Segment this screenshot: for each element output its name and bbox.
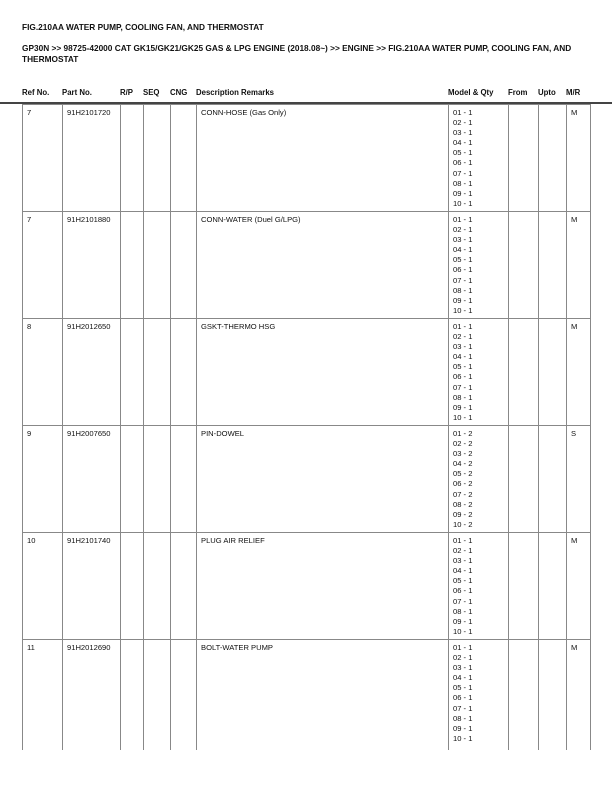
part-no: 91H2012690 [63, 640, 121, 751]
cng [171, 640, 197, 751]
qty-line: 04 - 1 [453, 352, 473, 362]
qty-line: 02 - 1 [453, 653, 473, 663]
parts-table [22, 104, 591, 750]
table-header [22, 88, 612, 100]
seq [144, 105, 171, 212]
qty-line: 03 - 1 [453, 342, 473, 352]
model-qty [449, 212, 509, 319]
qty-line: 04 - 1 [453, 673, 473, 683]
cng [171, 533, 197, 640]
qty-line: 07 - 2 [453, 489, 473, 499]
from [509, 426, 539, 533]
from [509, 533, 539, 640]
qty-line: 06 - 1 [453, 265, 473, 275]
col-rp: R/P [120, 88, 133, 97]
qty-line: 09 - 1 [453, 616, 473, 626]
qty-line: 10 - 1 [453, 305, 473, 315]
qty-line: 04 - 1 [453, 138, 473, 148]
mr: M [567, 319, 591, 426]
table-row [23, 319, 591, 426]
qty-line: 10 - 1 [453, 733, 473, 743]
cng [171, 212, 197, 319]
qty-line: 04 - 1 [453, 245, 473, 255]
description: BOLT-WATER PUMP [197, 640, 449, 751]
qty-line: 08 - 1 [453, 606, 473, 616]
qty-line: 07 - 1 [453, 382, 473, 392]
rp [121, 212, 144, 319]
part-no: 91H2101880 [63, 212, 121, 319]
model-qty [449, 640, 509, 751]
mr: M [567, 640, 591, 751]
upto [539, 319, 567, 426]
mr: M [567, 212, 591, 319]
seq [144, 426, 171, 533]
qty-line: 06 - 1 [453, 372, 473, 382]
rp [121, 105, 144, 212]
qty-line: 09 - 1 [453, 402, 473, 412]
qty-line: 10 - 1 [453, 626, 473, 636]
ref-no: 7 [23, 105, 63, 212]
col-desc: Description Remarks [196, 88, 274, 97]
mr: M [567, 105, 591, 212]
qty-line: 06 - 1 [453, 158, 473, 168]
qty-line: 10 - 2 [453, 519, 473, 529]
part-no: 91H2007650 [63, 426, 121, 533]
rp [121, 319, 144, 426]
ref-no: 9 [23, 426, 63, 533]
qty-line: 07 - 1 [453, 596, 473, 606]
qty-line: 03 - 1 [453, 663, 473, 673]
from [509, 640, 539, 751]
qty-line: 09 - 1 [453, 723, 473, 733]
part-no: 91H2101720 [63, 105, 121, 212]
qty-line: 10 - 1 [453, 412, 473, 422]
qty-line: 02 - 1 [453, 332, 473, 342]
part-no: 91H2101740 [63, 533, 121, 640]
from [509, 212, 539, 319]
breadcrumb: GP30N >> 98725-42000 CAT GK15/GK21/GK25 GAS & LPG ENGINE (2018.08~) >> ENGINE >> FIG.210AA WATER PUMP, COOLING FAN, AND THERMOSTAT [22, 43, 572, 64]
mr: S [567, 426, 591, 533]
seq [144, 212, 171, 319]
from [509, 319, 539, 426]
description: CONN-WATER (Duel G/LPG) [197, 212, 449, 319]
qty-line: 02 - 1 [453, 546, 473, 556]
qty-line: 08 - 1 [453, 392, 473, 402]
qty-line: 03 - 1 [453, 128, 473, 138]
from [509, 105, 539, 212]
qty-line: 08 - 1 [453, 178, 473, 188]
table-row [23, 533, 591, 640]
rp [121, 533, 144, 640]
qty-line: 06 - 1 [453, 693, 473, 703]
qty-line: 02 - 1 [453, 118, 473, 128]
qty-line: 05 - 1 [453, 683, 473, 693]
col-mr: M/R [566, 88, 581, 97]
ref-no: 10 [23, 533, 63, 640]
description: CONN-HOSE (Gas Only) [197, 105, 449, 212]
model-qty [449, 319, 509, 426]
qty-line: 01 - 1 [453, 108, 473, 117]
table-row [23, 426, 591, 533]
qty-line: 06 - 2 [453, 479, 473, 489]
table-row [23, 105, 591, 212]
qty-line: 10 - 1 [453, 198, 473, 208]
qty-line: 09 - 2 [453, 509, 473, 519]
col-ref: Ref No. [22, 88, 50, 97]
qty-line: 08 - 1 [453, 713, 473, 723]
col-model: Model & Qty [448, 88, 494, 97]
qty-line: 03 - 1 [453, 235, 473, 245]
qty-line: 02 - 2 [453, 439, 473, 449]
qty-line: 05 - 1 [453, 362, 473, 372]
qty-line: 01 - 1 [453, 536, 473, 545]
qty-line: 05 - 1 [453, 148, 473, 158]
upto [539, 533, 567, 640]
cng [171, 319, 197, 426]
upto [539, 212, 567, 319]
qty-line: 07 - 1 [453, 168, 473, 178]
qty-line: 05 - 1 [453, 255, 473, 265]
qty-line: 02 - 1 [453, 225, 473, 235]
qty-line: 05 - 2 [453, 469, 473, 479]
ref-no: 11 [23, 640, 63, 751]
part-no: 91H2012650 [63, 319, 121, 426]
model-qty [449, 533, 509, 640]
qty-line: 03 - 1 [453, 556, 473, 566]
qty-line: 06 - 1 [453, 586, 473, 596]
qty-line: 05 - 1 [453, 576, 473, 586]
ref-no: 7 [23, 212, 63, 319]
description: PIN-DOWEL [197, 426, 449, 533]
qty-line: 01 - 2 [453, 429, 473, 438]
qty-line: 04 - 2 [453, 459, 473, 469]
ref-no: 8 [23, 319, 63, 426]
col-seq: SEQ [143, 88, 160, 97]
rp [121, 426, 144, 533]
cng [171, 426, 197, 533]
mr: M [567, 533, 591, 640]
rp [121, 640, 144, 751]
description: PLUG AIR RELIEF [197, 533, 449, 640]
qty-line: 07 - 1 [453, 703, 473, 713]
seq [144, 533, 171, 640]
qty-line: 01 - 1 [453, 643, 473, 652]
qty-line: 09 - 1 [453, 295, 473, 305]
upto [539, 105, 567, 212]
qty-line: 03 - 2 [453, 449, 473, 459]
col-cng: CNG [170, 88, 188, 97]
qty-line: 01 - 1 [453, 322, 473, 331]
col-upto: Upto [538, 88, 556, 97]
qty-line: 01 - 1 [453, 215, 473, 224]
seq [144, 640, 171, 751]
col-from: From [508, 88, 528, 97]
qty-line: 08 - 2 [453, 499, 473, 509]
model-qty [449, 105, 509, 212]
qty-line: 04 - 1 [453, 566, 473, 576]
description: GSKT-THERMO HSG [197, 319, 449, 426]
upto [539, 640, 567, 751]
page-title: FIG.210AA WATER PUMP, COOLING FAN, AND THERMOSTAT [22, 22, 264, 32]
upto [539, 426, 567, 533]
cng [171, 105, 197, 212]
table-row [23, 640, 591, 751]
qty-line: 08 - 1 [453, 285, 473, 295]
qty-line: 09 - 1 [453, 188, 473, 198]
col-part: Part No. [62, 88, 92, 97]
seq [144, 319, 171, 426]
model-qty [449, 426, 509, 533]
qty-line: 07 - 1 [453, 275, 473, 285]
table-row [23, 212, 591, 319]
